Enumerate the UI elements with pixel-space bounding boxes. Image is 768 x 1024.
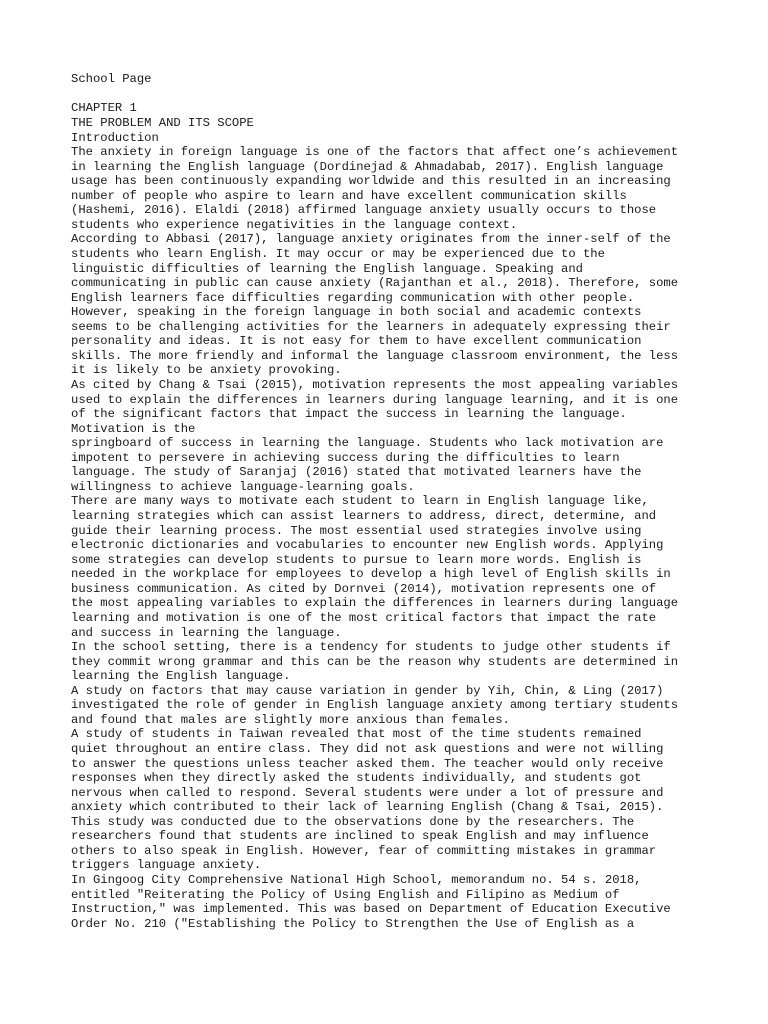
body-line: language. The study of Saranjaj (2016) stated that motivated learners have the xyxy=(71,465,642,480)
body-line: of the significant factors that impact the success in learning the language. xyxy=(71,407,627,422)
body-line: personality and ideas. It is not easy for them to have excellent communication xyxy=(71,334,642,349)
body-line: students who learn English. It may occur or may be experienced due to the xyxy=(71,246,605,261)
body-line: usage has been continuously expanding worldwide and this resulted in an increasing xyxy=(71,174,671,189)
body-line: it is likely to be anxiety provoking. xyxy=(71,363,342,378)
body-line: in learning the English language (Dordinejad & Ahmadabab, 2017). English language xyxy=(71,159,664,174)
body-line: anxiety which contributed to their lack of learning English (Chang & Tsai, 2015). xyxy=(71,800,664,815)
body-line: There are many ways to motivate each student to learn in English language like, xyxy=(71,494,649,509)
body-line: Order No. 210 ("Establishing the Policy to Strengthen the Use of English as a xyxy=(71,916,635,931)
body-line: Motivation is the xyxy=(71,421,196,436)
body-line: This study was conducted due to the observations done by the researchers. The xyxy=(71,814,635,829)
body-line: guide their learning process. The most essential used strategies involve using xyxy=(71,523,642,538)
body-line: As cited by Chang & Tsai (2015), motivation represents the most appealing variables xyxy=(71,378,679,392)
chapter-title: THE PROBLEM AND ITS SCOPE xyxy=(71,116,254,130)
body-line: communicating in public can cause anxiety (Rajanthan et al., 2018). Therefore, some xyxy=(71,276,679,290)
body-line: skills. The more friendly and informal the language classroom environment, the less xyxy=(71,348,679,363)
body-line: to answer the questions unless teacher asked them. The teacher would only receive xyxy=(71,756,664,771)
body-line: A study on factors that may cause variation in gender by Yih, Chin, & Ling (2017) xyxy=(71,683,664,698)
body-line: quiet throughout an entire class. They did not ask questions and were not willing xyxy=(71,742,664,756)
body-line: they commit wrong grammar and this can be the reason why students are determined in xyxy=(71,654,679,669)
body-line: However, speaking in the foreign language in both social and academic contexts xyxy=(71,305,642,320)
body-line: springboard of success in learning the language. Students who lack motivation are xyxy=(71,436,664,451)
body-line: researchers found that students are inclined to speak English and may influence xyxy=(71,829,649,844)
body-line: learning strategies which can assist learners to address, direct, determine, and xyxy=(71,509,657,523)
body-line: others to also speak in English. However, fear of committing mistakes in grammar xyxy=(71,843,657,858)
body-line: impotent to persevere in achieving success during the difficulties to learn xyxy=(71,450,620,465)
body-line: and found that males are slightly more anxious than females. xyxy=(71,712,510,727)
body-line: (Hashemi, 2016). Elaldi (2018) affirmed language anxiety usually occurs to those xyxy=(71,203,657,218)
body-line: learning and motivation is one of the most critical factors that impact the rate xyxy=(71,610,657,625)
body-line: used to explain the differences in learners during language learning, and it is one xyxy=(71,392,679,407)
body-line: learning the English language. xyxy=(71,669,291,684)
body-line: needed in the workplace for employees to develop a high level of English skills in xyxy=(71,567,671,582)
body-line: The anxiety in foreign language is one of the factors that affect one’s achievement xyxy=(71,145,679,159)
body-line: According to Abbasi (2017), language anxiety originates from the inner-self of the xyxy=(71,232,671,247)
body-line: entitled "Reiterating the Policy of Using English and Filipino as Medium of xyxy=(71,887,620,902)
body-line: business communication. As cited by Dornvei (2014), motivation represents one of xyxy=(71,581,657,596)
body-line: and success in learning the language. xyxy=(71,625,342,640)
body-line: nervous when called to respond. Several students were under a lot of pressure and xyxy=(71,785,664,800)
body-line: some strategies can develop students to pursue to learn more words. English is xyxy=(71,552,642,567)
site-label: School Page xyxy=(71,72,152,86)
body-line: electronic dictionaries and vocabularies to encounter new English words. Applying xyxy=(71,538,664,553)
body-line: number of people who aspire to learn and have excellent communication skills xyxy=(71,188,627,203)
body-line: Instruction," was implemented. This was based on Department of Education Executive xyxy=(71,902,671,917)
body-line: responses when they directly asked the students individually, and students got xyxy=(71,771,642,786)
body-line: willingness to achieve language-learning goals. xyxy=(71,479,415,494)
body-line: English learners face difficulties regarding communication with other people. xyxy=(71,290,635,305)
body-line: linguistic difficulties of learning the English language. Speaking and xyxy=(71,261,583,276)
body-line: In Gingoog City Comprehensive National High School, memorandum no. 54 s. 2018, xyxy=(71,873,642,887)
body-line: investigated the role of gender in English language anxiety among tertiary students xyxy=(71,698,679,713)
body-line: seems to be challenging activities for the learners in adequately expressing their xyxy=(71,319,671,334)
body-line: the most appealing variables to explain the differences in learners during language xyxy=(71,596,679,611)
body-line: A study of students in Taiwan revealed that most of the time students remained xyxy=(71,727,642,742)
chapter-label: CHAPTER 1 xyxy=(71,101,137,115)
body-line: triggers language anxiety. xyxy=(71,858,262,873)
body-line: students who experience negativities in the language context. xyxy=(71,217,518,232)
body-line: In the school setting, there is a tendency for students to judge other students if xyxy=(71,640,671,654)
section-heading: Introduction xyxy=(71,131,159,145)
